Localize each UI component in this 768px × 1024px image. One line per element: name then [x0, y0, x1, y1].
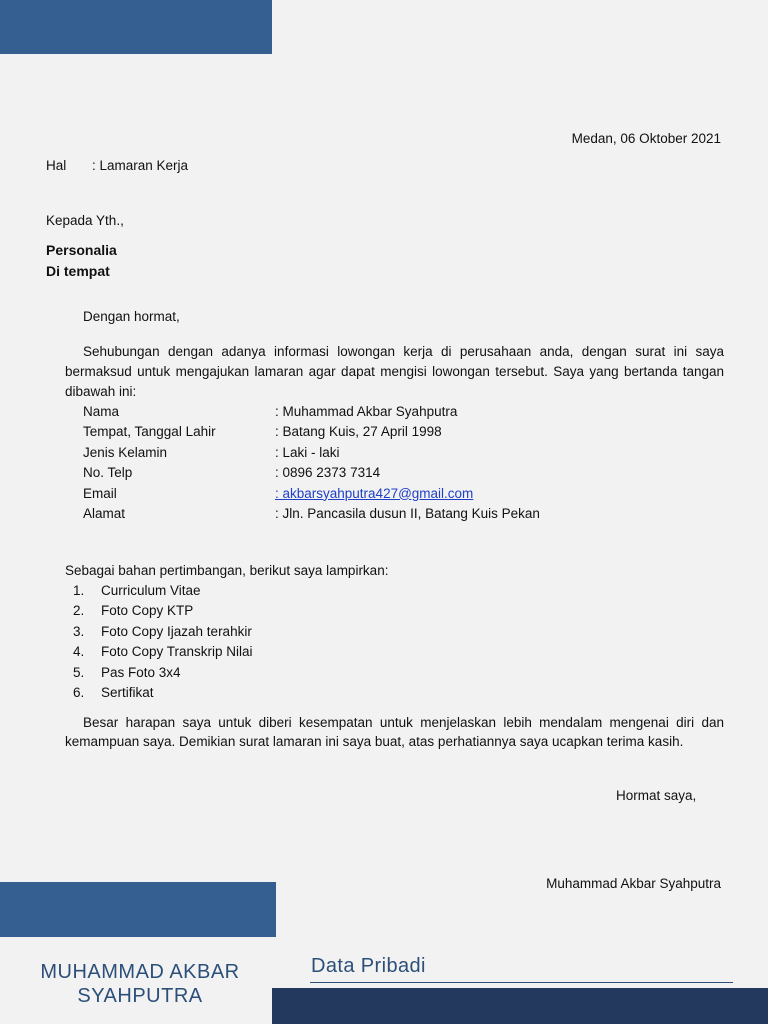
- detail-key: Jenis Kelamin: [83, 444, 168, 460]
- cv-name-line1: MUHAMMAD AKBAR: [40, 961, 240, 983]
- section-divider: [310, 982, 733, 983]
- detail-value: : Jln. Pancasila dusun II, Batang Kuis Pekan: [275, 506, 540, 522]
- detail-value: : Laki - laki: [275, 444, 340, 460]
- recipient-place: Di tempat: [46, 263, 110, 279]
- header-accent-bar: [0, 0, 272, 54]
- list-item: [65, 601, 253, 621]
- addressee-intro: Kepada Yth.,: [46, 213, 124, 228]
- letter-date: Medan, 06 Oktober 2021: [571, 131, 721, 146]
- recipient-block: [46, 240, 117, 282]
- intro-paragraph: Sehubungan dengan adanya informasi lowongan kerja di perusahaan anda, dengan surat ini saya bermaksud untuk mengajukan lamaran agar dapat mengisi lowongan tersebut. Saya yang bertanda tangan dibawah ini:: [65, 344, 724, 399]
- detail-row: [83, 402, 540, 422]
- cv-accent-bar: [0, 882, 276, 937]
- detail-value: : 0896 2373 7314: [275, 465, 381, 481]
- detail-key: Tempat, Tanggal Lahir: [83, 424, 216, 440]
- detail-row: [83, 484, 540, 504]
- list-item: [65, 683, 253, 703]
- detail-value: : Batang Kuis, 27 April 1998: [275, 424, 442, 440]
- detail-key: Email: [83, 485, 117, 501]
- list-item: [65, 581, 253, 601]
- closing-paragraph: Besar harapan saya untuk diberi kesempatan untuk menjelaskan lebih mendalam mengenai diri dan kemampuan saya. Demikian surat lamaran ini saya buat, atas perhatiannya saya ucapkan terima kasih.: [65, 715, 724, 749]
- detail-key: Nama: [83, 404, 120, 419]
- detail-key: Alamat: [83, 506, 126, 522]
- list-text: Foto Copy Ijazah terahkir: [101, 623, 252, 639]
- list-number: 5.: [73, 664, 85, 680]
- list-number: 3.: [73, 623, 85, 639]
- detail-row: [83, 422, 540, 442]
- list-text: Sertifikat: [101, 685, 154, 701]
- subject-value: : Lamaran Kerja: [92, 158, 189, 173]
- list-item: [65, 642, 253, 662]
- list-text: Foto Copy KTP: [101, 603, 194, 619]
- recipient-name: Personalia: [46, 242, 117, 258]
- list-item: [65, 663, 253, 683]
- attachments-list: [65, 581, 253, 703]
- detail-value: : Muhammad Akbar Syahputra: [275, 404, 458, 419]
- attachments-intro: Sebagai bahan pertimbangan, berikut saya lampirkan:: [65, 563, 389, 578]
- list-number: 1.: [73, 583, 85, 598]
- personal-details: [83, 402, 540, 524]
- cv-name: [0, 960, 280, 1008]
- detail-key: No. Telp: [83, 465, 133, 481]
- cv-section-title: Data Pribadi: [311, 955, 426, 977]
- detail-row: [83, 504, 540, 524]
- list-number: 6.: [73, 685, 85, 701]
- greeting: Dengan hormat,: [83, 309, 180, 324]
- signature-name: Muhammad Akbar Syahputra: [546, 876, 721, 891]
- list-text: Pas Foto 3x4: [101, 664, 181, 680]
- subject-line: [46, 158, 188, 173]
- detail-row: [83, 463, 540, 483]
- closing-salutation: Hormat saya,: [616, 788, 697, 803]
- cv-dark-bar: [272, 988, 768, 1024]
- list-number: 4.: [73, 644, 85, 660]
- detail-row: [83, 443, 540, 463]
- email-link[interactable]: : akbarsyahputra427@gmail.com: [275, 485, 474, 501]
- list-text: Foto Copy Transkrip Nilai: [101, 644, 253, 660]
- subject-label: Hal: [46, 158, 67, 173]
- list-number: 2.: [73, 603, 85, 619]
- list-text: Curriculum Vitae: [101, 583, 201, 598]
- list-item: [65, 622, 253, 642]
- cv-name-line2: SYAHPUTRA: [77, 985, 203, 1007]
